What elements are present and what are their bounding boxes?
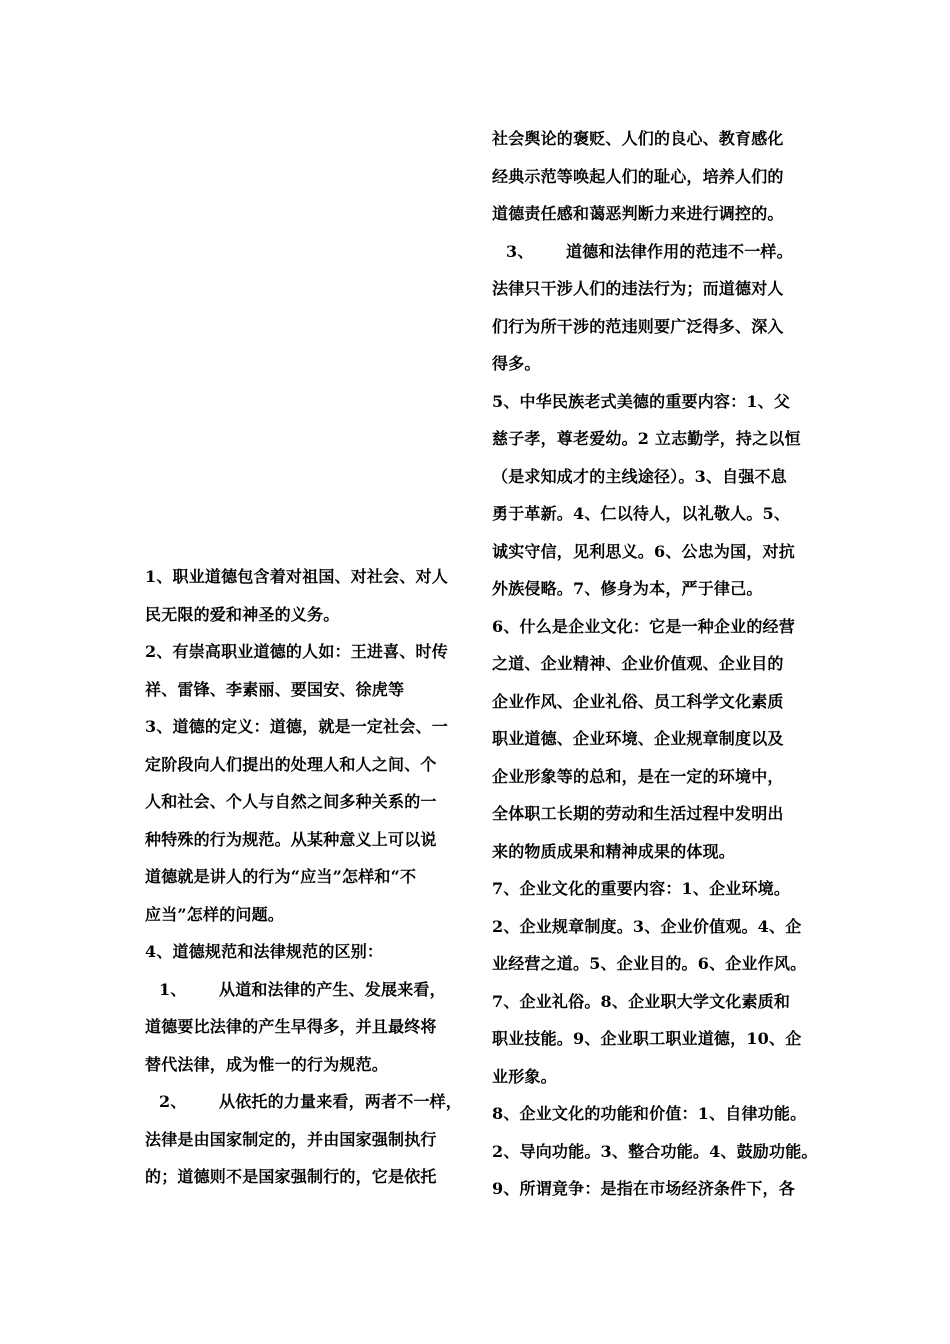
sub-item-text: 道德和法律作用的范违不一样。	[566, 241, 793, 261]
text-line: 2、有崇高职业道德的人如：王进喜、时传	[145, 642, 448, 661]
text-line: 企业作风、企业礼俗、员工科学文化素质	[492, 691, 784, 711]
text-line: 6、什么是企业文化：它是一种企业的经营	[492, 616, 795, 636]
text-line: 慈子孝，尊老爱幼。2 立志勤学，持之以恒	[492, 429, 801, 448]
text-line	[492, 233, 832, 271]
text-line	[145, 971, 475, 1009]
text-line: 职业道德、企业环境、企业规章制度以及	[492, 729, 784, 748]
sub-item-text: 从依托的力量来看，两者不一样，	[219, 1092, 463, 1111]
text-line: 业经营之道。5、企业目的。6、企业作风。	[492, 954, 807, 973]
text-line: 来的物质成果和精神成果的体现。	[492, 841, 736, 861]
text-line: 祥、雷锋、李素丽、要国安、徐虎等	[145, 679, 405, 699]
text-line: 勇于革新。4、仁以待人，以礼敬人。5、	[492, 504, 791, 523]
sub-item-text: 从道和法律的产生、发展来看，	[219, 979, 446, 999]
text-line: 3、道德的定义：道德，就是一定社会、一	[145, 717, 448, 736]
text-line: 2、导向功能。3、整合功能。4、鼓励功能。	[492, 1141, 818, 1161]
right-column	[492, 120, 832, 1208]
text-line: 得多。	[492, 354, 541, 373]
text-line: 法律是由国家制定的，并由国家强制执行	[145, 1129, 437, 1149]
text-line: 的；道德则不是国家强制行的，它是依托	[145, 1167, 437, 1186]
text-line: 9、所谓竟争：是指在市场经济条件下，各	[492, 1179, 795, 1198]
text-line: 7、企业文化的重要内容：1、企业环境。	[492, 879, 791, 898]
text-line: 全体职工长期的劳动和生活过程中发明出	[492, 804, 784, 823]
text-line: 法律只干涉人们的违法行为；而道德对人	[492, 279, 784, 298]
text-line: 1、职业道德包含着对祖国、对社会、对人	[145, 567, 448, 586]
sub-item-number: 2、	[159, 1092, 187, 1111]
text-line: 8、企业文化的功能和价值：1、自律功能。	[492, 1104, 807, 1123]
text-line: 经典示范等唤起人们的耻心，培养人们的	[492, 166, 784, 186]
text-line: 社会舆论的褒贬、人们的良心、教育感化	[492, 129, 784, 148]
text-line: 定阶段向人们提出的处理人和人之间、个	[145, 754, 437, 774]
text-line: 5、中华民族老式美德的重要内容：1、父	[492, 391, 791, 411]
text-line: 7、企业礼俗。8、企业职大学文化素质和	[492, 991, 791, 1011]
text-line: 道德要比法律的产生早得多，并且最终将	[145, 1017, 437, 1036]
text-line: 道德就是讲人的行为“应当”怎样和“不	[145, 867, 417, 886]
text-line: 人和社会、个人与自然之间多种关系的一	[145, 792, 437, 811]
text-line: 业形象。	[492, 1066, 557, 1086]
text-line: 民无限的爱和神圣的义务。	[145, 604, 340, 624]
text-line	[145, 1083, 475, 1121]
text-line: 替代法律，成为惟一的行为规范。	[145, 1054, 389, 1074]
text-line: 外族侵略。7、修身为本，严于律己。	[492, 579, 763, 598]
text-line: 4、道德规范和法律规范的区别：	[145, 942, 384, 961]
text-line: 道德责任感和蔼恶判断力来进行调控的。	[492, 204, 784, 223]
sub-item-number: 1、	[159, 979, 187, 999]
text-line: 种特殊的行为规范。从某种意义上可以说	[145, 829, 437, 849]
text-line: （是求知成才的主线途径）。3、自强不息	[492, 466, 787, 486]
text-line: 之道、企业精神、企业价值观、企业目的	[492, 654, 784, 673]
text-line: 企业形象等的总和，是在一定的环境中，	[492, 766, 784, 786]
text-line: 应当”怎样的问题。	[145, 904, 285, 924]
text-line: 诚实守信，见利思义。6、公忠为国，对抗	[492, 541, 795, 561]
sub-item-number: 3、	[506, 241, 534, 261]
left-column	[145, 558, 475, 1196]
text-line: 们行为所干涉的范违则要广泛得多、深入	[492, 316, 784, 336]
text-line: 2、企业规章制度。3、企业价值观。4、企	[492, 916, 802, 936]
text-line: 职业技能。9、企业职工职业道德，10、企	[492, 1029, 802, 1048]
